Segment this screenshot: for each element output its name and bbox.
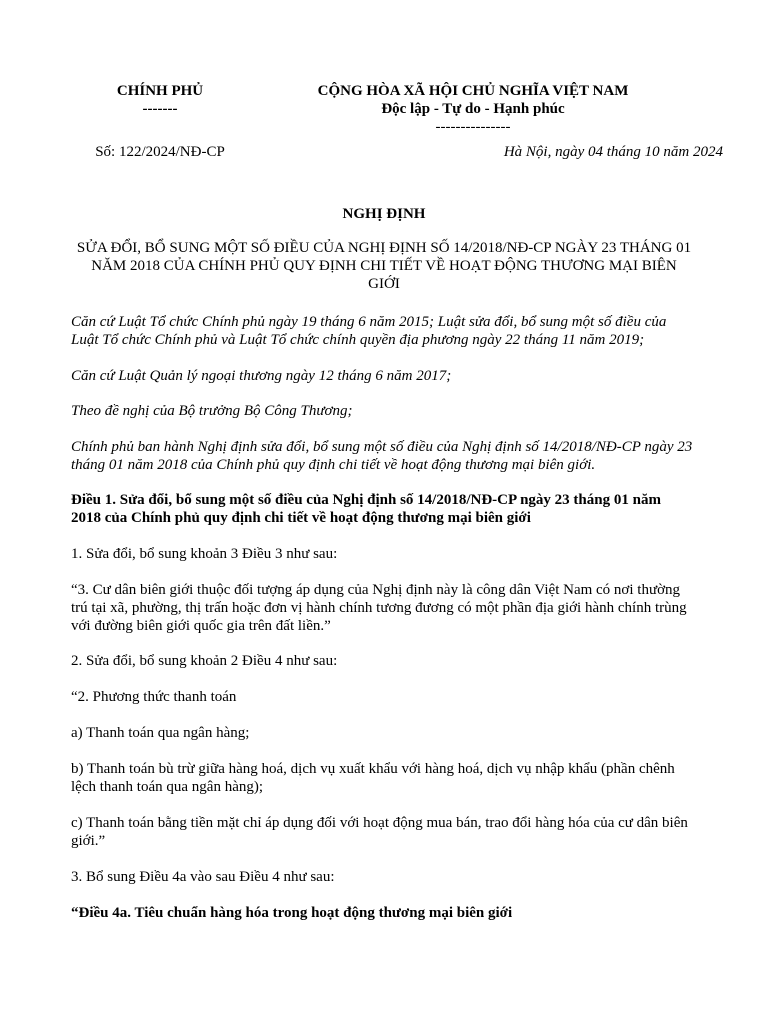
agency-name: CHÍNH PHỦ <box>116 83 204 99</box>
national-motto: Độc lập - Tự do - Hạnh phúc <box>381 101 565 117</box>
text-line: 2018 của Chính phủ quy định chi tiết về hoạt động thương mại biên giới <box>71 510 531 526</box>
document-type: NGHỊ ĐỊNH <box>342 206 426 222</box>
item-2-point-a: a) Thanh toán qua ngân hàng; <box>71 725 250 741</box>
document-number: Số: 122/2024/NĐ-CP <box>95 144 225 160</box>
text-line: trú tại xã, phường, thị trấn hoặc đơn vị hành chính tương đương có một phần địa giới hành chính trùng <box>71 600 687 616</box>
text-line: tháng 01 năm 2018 của Chính phủ quy định chi tiết về hoạt động thương mại biên giới. <box>71 457 596 473</box>
text-line: Điều 1. Sửa đổi, bổ sung một số điều của Nghị định số 14/2018/NĐ-CP ngày 23 tháng 01 năm <box>71 492 661 508</box>
item-1-intro: 1. Sửa đổi, bổ sung khoản 3 Điều 3 như sau: <box>71 546 338 562</box>
text-line: b) Thanh toán bù trừ giữa hàng hoá, dịch vụ xuất khẩu với hàng hoá, dịch vụ nhập khẩu (phần chênh <box>71 761 675 777</box>
agency-separator: ------- <box>142 101 178 117</box>
text-line: giới.” <box>71 833 106 849</box>
place-and-date: Hà Nội, ngày 04 tháng 10 năm 2024 <box>503 144 723 160</box>
text-line: lệch thanh toán qua ngân hàng); <box>71 779 264 795</box>
item-2-point-c <box>71 814 703 850</box>
document-title <box>60 239 708 293</box>
legal-basis-1 <box>71 313 703 349</box>
item-2-heading: “2. Phương thức thanh toán <box>71 689 237 705</box>
article-1-heading <box>71 491 703 527</box>
text-line: Chính phủ ban hành Nghị định sửa đổi, bổ sung một số điều của Nghị định số 14/2018/NĐ-CP ngày 23 <box>71 439 693 455</box>
text-line: với đường biên giới quốc gia trên đất liền.” <box>71 618 331 634</box>
item-1-text <box>71 581 703 635</box>
title-line: GIỚI <box>368 276 400 292</box>
title-line: NĂM 2018 CỦA CHÍNH PHỦ QUY ĐỊNH CHI TIẾT VỀ HOẠT ĐỘNG THƯƠNG MẠI BIÊN <box>91 258 677 274</box>
item-3-intro: 3. Bổ sung Điều 4a vào sau Điều 4 như sau: <box>71 869 335 885</box>
article-4a-heading: “Điều 4a. Tiêu chuẩn hàng hóa trong hoạt động thương mại biên giới <box>71 905 513 921</box>
nation-name: CỘNG HÒA XÃ HỘI CHỦ NGHĨA VIỆT NAM <box>317 83 629 99</box>
proposal-line: Theo đề nghị của Bộ trưởng Bộ Công Thương; <box>71 403 353 419</box>
title-line: SỬA ĐỔI, BỔ SUNG MỘT SỐ ĐIỀU CỦA NGHỊ ĐỊNH SỐ 14/2018/NĐ-CP NGÀY 23 THÁNG 01 <box>76 240 692 256</box>
promulgation-statement <box>71 438 703 474</box>
text-line: Căn cứ Luật Tổ chức Chính phủ ngày 19 tháng 6 năm 2015; Luật sửa đổi, bổ sung một số điều của <box>71 314 667 330</box>
motto-separator: --------------- <box>435 119 511 135</box>
item-2-point-b <box>71 760 703 796</box>
legal-basis-2: Căn cứ Luật Quản lý ngoại thương ngày 12 tháng 6 năm 2017; <box>71 368 452 384</box>
item-2-intro: 2. Sửa đổi, bổ sung khoản 2 Điều 4 như sau: <box>71 653 338 669</box>
text-line: c) Thanh toán bằng tiền mặt chỉ áp dụng đối với hoạt động mua bán, trao đổi hàng hóa của cư dân biên <box>71 815 688 831</box>
text-line: Luật Tổ chức Chính phủ và Luật Tổ chức chính quyền địa phương ngày 22 tháng 11 năm 2019; <box>71 332 645 348</box>
text-line: “3. Cư dân biên giới thuộc đối tượng áp dụng của Nghị định này là công dân Việt Nam có nơi thường <box>71 582 681 598</box>
